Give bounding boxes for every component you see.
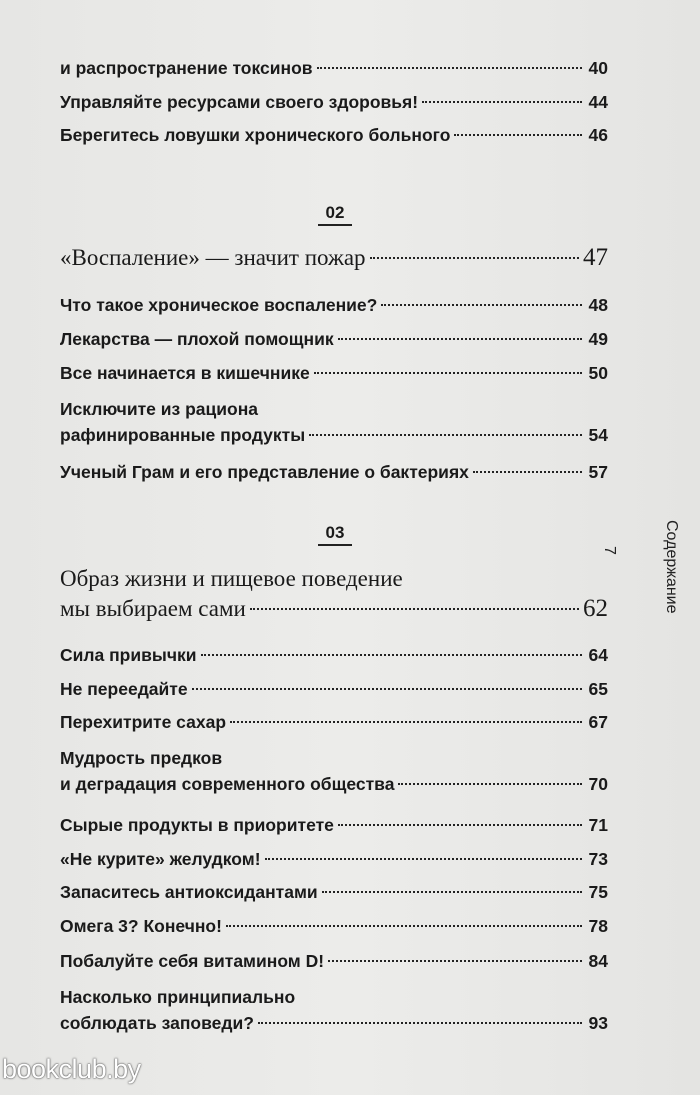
- toc-entry: [60, 292, 608, 318]
- entry-title: Что такое хроническое воспаление?: [60, 295, 378, 315]
- entry-title: Сырые продукты в приоритете: [60, 815, 334, 835]
- entry-page: 44: [588, 92, 608, 112]
- entry-title: Управляйте ресурсами своего здоровья!: [60, 92, 419, 112]
- site-watermark: bookclub.by: [2, 1054, 141, 1084]
- toc-entry: [60, 89, 608, 115]
- entry-title: и распространение токсинов: [60, 58, 313, 78]
- entry-title-line1: Насколько принципиально: [60, 987, 296, 1007]
- entry-page: 70: [588, 774, 608, 794]
- leader-dots: [201, 654, 582, 656]
- toc-entry: [60, 642, 608, 668]
- running-header: Содержание: [663, 520, 680, 614]
- entry-title: Запаситесь антиоксидантами: [60, 882, 318, 902]
- leader-dots: [328, 960, 582, 962]
- leader-dots: [192, 688, 582, 690]
- toc-entry: [60, 709, 608, 735]
- page-number: 7: [601, 546, 618, 555]
- entry-page: 65: [588, 679, 608, 699]
- toc-entry: [60, 913, 608, 939]
- chapter-heading: [60, 243, 608, 273]
- leader-dots: [258, 1022, 582, 1024]
- toc-entry: [60, 745, 608, 797]
- toc-entry: [60, 326, 608, 352]
- entry-page: 57: [588, 462, 608, 482]
- entry-page: 50: [588, 363, 608, 383]
- entry-title: Берегитесь ловушки хронического больного: [60, 125, 451, 145]
- entry-page: 48: [588, 295, 608, 315]
- leader-dots: [381, 304, 582, 306]
- entry-title: Лекарства — плохой помощник: [60, 329, 334, 349]
- entry-page: 67: [588, 712, 608, 732]
- entry-page: 46: [588, 125, 608, 145]
- toc-entry: [60, 459, 608, 485]
- section-number: 03: [318, 522, 352, 546]
- entry-page: 54: [588, 425, 608, 445]
- entry-page: 84: [588, 951, 608, 971]
- leader-dots: [473, 471, 582, 473]
- chapter-title-line1: Образ жизни и пищевое поведение: [60, 566, 403, 591]
- entry-title: «Не курите» желудком!: [60, 849, 261, 869]
- entry-title-line1: Исключите из рациона: [60, 399, 259, 419]
- entry-page: 71: [588, 815, 608, 835]
- entry-page: 49: [588, 329, 608, 349]
- entry-page: 78: [588, 916, 608, 936]
- leader-dots: [398, 783, 582, 785]
- entry-title-line1: Мудрость предков: [60, 748, 223, 768]
- entry-title: рафинированные продукты: [60, 425, 306, 445]
- toc-entry: [60, 846, 608, 872]
- leader-dots: [230, 721, 582, 723]
- leader-dots: [454, 134, 582, 136]
- chapter-title: мы выбираем сами: [60, 596, 246, 621]
- chapter-heading: [60, 564, 608, 624]
- toc-entry: [60, 948, 608, 974]
- entry-title: Перехитрите сахар: [60, 712, 227, 732]
- leader-dots: [265, 858, 582, 860]
- entry-page: 73: [588, 849, 608, 869]
- entry-title: соблюдать заповеди?: [60, 1013, 254, 1033]
- leader-dots: [338, 338, 582, 340]
- entry-title: Ученый Грам и его представление о бактериях: [60, 462, 469, 482]
- toc-entry: [60, 879, 608, 905]
- leader-dots: [309, 434, 582, 436]
- toc-entry: [60, 122, 608, 148]
- chapter-page: 47: [583, 244, 608, 271]
- entry-title: и деградация современного общества: [60, 774, 395, 794]
- chapter-page: 62: [583, 595, 608, 622]
- chapter-title: «Воспаление» — значит пожар: [60, 245, 366, 270]
- leader-dots: [226, 925, 582, 927]
- entry-page: 75: [588, 882, 608, 902]
- toc-entry: [60, 55, 608, 81]
- toc-entry: [60, 676, 608, 702]
- entry-title: Омега 3? Конечно!: [60, 916, 222, 936]
- entry-page: 64: [588, 645, 608, 665]
- toc-entry: [60, 812, 608, 838]
- leader-dots: [422, 101, 582, 103]
- leader-dots: [314, 372, 582, 374]
- leader-dots: [370, 257, 579, 259]
- leader-dots: [250, 608, 579, 610]
- toc-entry: [60, 360, 608, 386]
- entry-title: Не переедайте: [60, 679, 188, 699]
- toc-entry: [60, 984, 608, 1036]
- toc-entry: [60, 396, 608, 448]
- entry-title: Побалуйте себя витамином D!: [60, 951, 325, 971]
- leader-dots: [317, 67, 582, 69]
- section-number: 02: [318, 202, 352, 226]
- entry-title: Все начинается в кишечнике: [60, 363, 310, 383]
- leader-dots: [338, 824, 582, 826]
- entry-page: 93: [588, 1013, 608, 1033]
- entry-page: 40: [588, 58, 608, 78]
- leader-dots: [322, 891, 582, 893]
- entry-title: Сила привычки: [60, 645, 197, 665]
